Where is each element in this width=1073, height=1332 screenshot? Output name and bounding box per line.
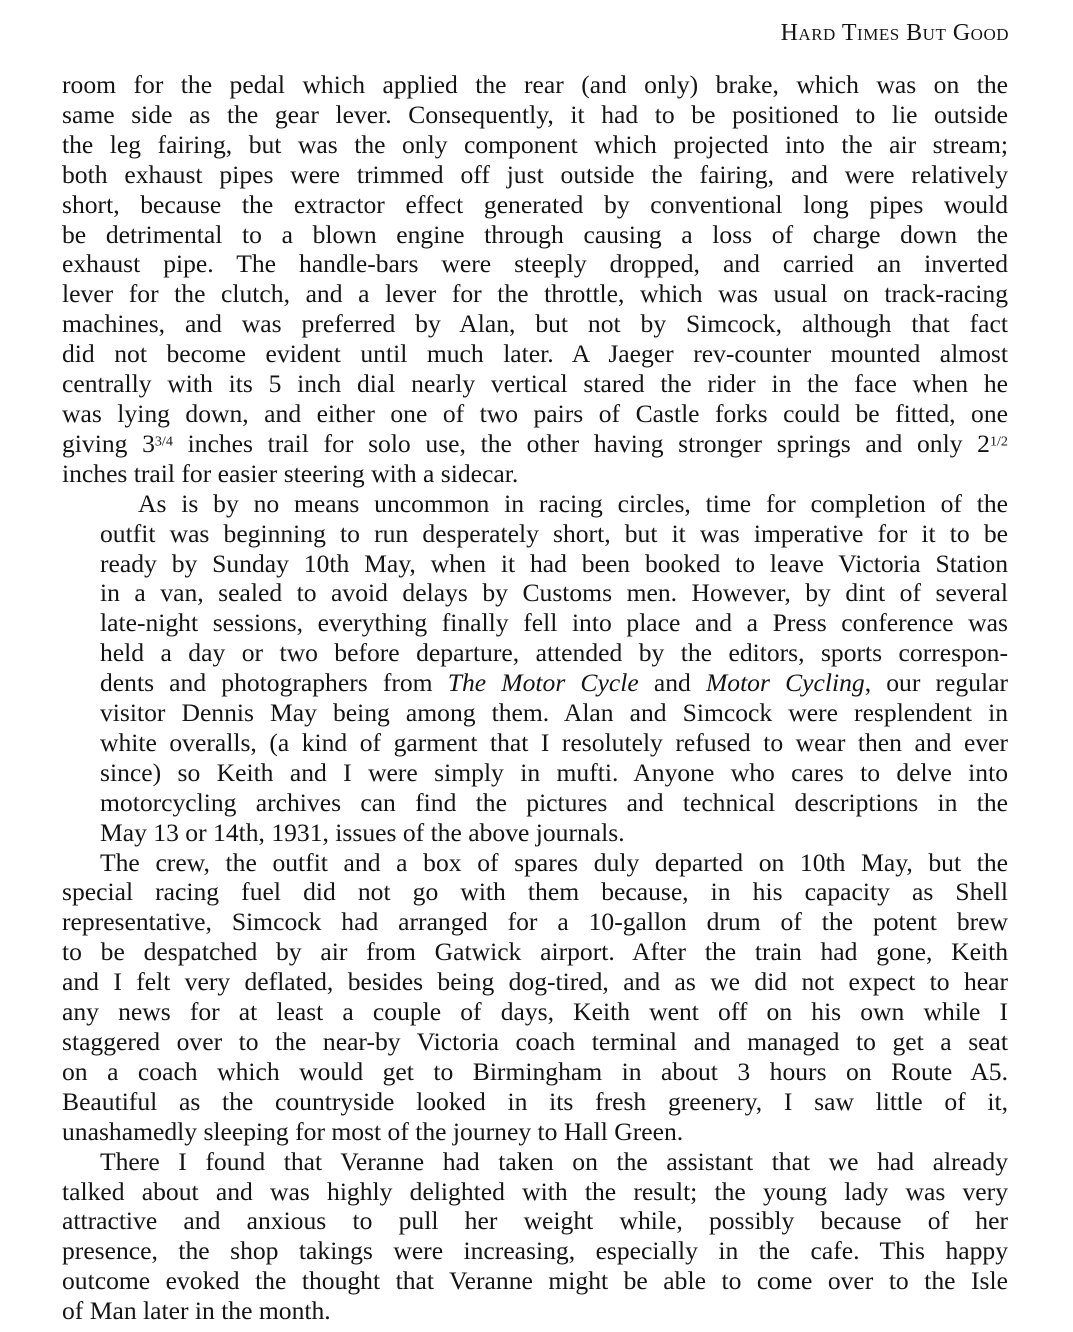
text-line: both exhaust pipes were trimmed off just outside the fairing, and were relatively [62, 159, 1008, 189]
text-line: was lying down, and either one of two pairs of Castle forks could be fitted, one [62, 398, 1008, 428]
text-line: same side as the gear lever. Consequently, it had to be positioned to lie outside [62, 99, 1008, 129]
text-line: unashamedly sleeping for most of the journey to Hall Green. [62, 1116, 684, 1146]
text-line: short, because the extractor effect generated by conventional long pipes would [62, 189, 1008, 219]
text-segment: dents and photographers from [100, 668, 448, 698]
running-head: Hard Times But Good [780, 20, 1009, 46]
text-line: presence, the shop takings were increasing, especially in the cafe. This happy [62, 1236, 1008, 1266]
text-line: inches trail for easier steering with a sidecar. [62, 458, 519, 488]
text-line: outcome evoked the thought that Veranne might be able to come over to the Isle [62, 1266, 1008, 1296]
text-line: Beautiful as the countryside looked in its fresh greenery, I saw little of it, [62, 1086, 1008, 1116]
text-line: There I found that Veranne had taken on the assistant that we had already [100, 1146, 1008, 1176]
text-line: attractive and anxious to pull her weight while, possibly because of her [62, 1206, 1008, 1236]
text-segment: giving 3 [62, 428, 155, 458]
text-line: The crew, the outfit and a box of spares duly departed on 10th May, but the [100, 847, 1008, 877]
paragraph-1 [62, 70, 1008, 489]
text-line: any news for at least a couple of days, Keith went off on his own while I [62, 997, 1008, 1027]
paragraph-2 [62, 489, 1008, 848]
text-segment: , our regular [864, 668, 1008, 698]
text-line: late-night sessions, everything finally fell into place and a Press conference was [100, 608, 1008, 638]
text-line: since) so Keith and I were simply in mufti. Anyone who cares to delve into [100, 757, 1008, 787]
text-segment: and [638, 668, 706, 698]
text-line-with-fractions [62, 429, 1008, 459]
text-line: and I felt very deflated, besides being dog-tired, and as we did not expect to hear [62, 967, 1008, 997]
text-line: outfit was beginning to run desperately short, but it was imperative for it to be [100, 518, 1008, 548]
text-line: visitor Dennis May being among them. Alan and Simcock were resplendent in [100, 698, 1008, 728]
text-line: of Man later in the month. [62, 1296, 331, 1326]
text-line: white overalls, (a kind of garment that I resolutely refused to wear then and ever [100, 727, 1008, 757]
text-line: room for the pedal which applied the rear (and only) brake, which was on the [62, 70, 1008, 99]
text-line: centrally with its 5 inch dial nearly vertical stared the rider in the face when he [62, 369, 1008, 399]
text-line: special racing fuel did not go with them because, in his capacity as Shell [62, 877, 1008, 907]
text-segment: inches trail for solo use, the other having stronger springs and only 2 [172, 428, 990, 458]
text-line: on a coach which would get to Birmingham in about 3 hours on Route A5. [62, 1056, 1008, 1086]
text-line: staggered over to the near-by Victoria coach terminal and managed to get a seat [62, 1027, 1008, 1056]
paragraph-3 [62, 848, 1008, 1147]
text-line: talked about and was highly delighted with the result; the young lady was very [62, 1176, 1008, 1206]
text-line: be detrimental to a blown engine through causing a loss of charge down the [62, 219, 1008, 249]
text-line: to be despatched by air from Gatwick airport. After the train had gone, Keith [62, 937, 1008, 967]
text-line: exhaust pipe. The handle-bars were steeply dropped, and carried an inverted [62, 249, 1008, 279]
text-line: lever for the clutch, and a lever for the throttle, which was usual on track-racing [62, 279, 1008, 309]
text-line: representative, Simcock had arranged for a 10-gallon drum of the potent brew [62, 907, 1008, 937]
text-line: ready by Sunday 10th May, when it had been booked to leave Victoria Station [100, 548, 1008, 578]
fraction-three-quarters: 3/4 [154, 433, 173, 450]
publication-title: Motor Cycling [705, 668, 865, 698]
text-line: the leg fairing, but was the only component which projected into the air stream; [62, 129, 1008, 159]
text-line-with-titles [62, 668, 1008, 698]
text-line: May 13 or 14th, 1931, issues of the above journals. [100, 817, 625, 847]
fraction-one-half: 1/2 [989, 433, 1008, 450]
text-line: As is by no means uncommon in racing circles, time for completion of the [138, 488, 1008, 518]
body-text [62, 70, 1008, 1326]
text-line: machines, and was preferred by Alan, but not by Simcock, although that fact [62, 309, 1008, 339]
text-line: motorcycling archives can find the pictures and technical descriptions in the [100, 787, 1008, 817]
text-line: in a van, sealed to avoid delays by Customs men. However, by dint of several [100, 578, 1008, 608]
text-line: did not become evident until much later. A Jaeger rev-counter mounted almost [62, 339, 1008, 369]
publication-title: The Motor Cycle [447, 668, 639, 698]
paragraph-4 [62, 1147, 1008, 1326]
text-line: held a day or two before departure, attended by the editors, sports correspon- [100, 638, 1008, 668]
